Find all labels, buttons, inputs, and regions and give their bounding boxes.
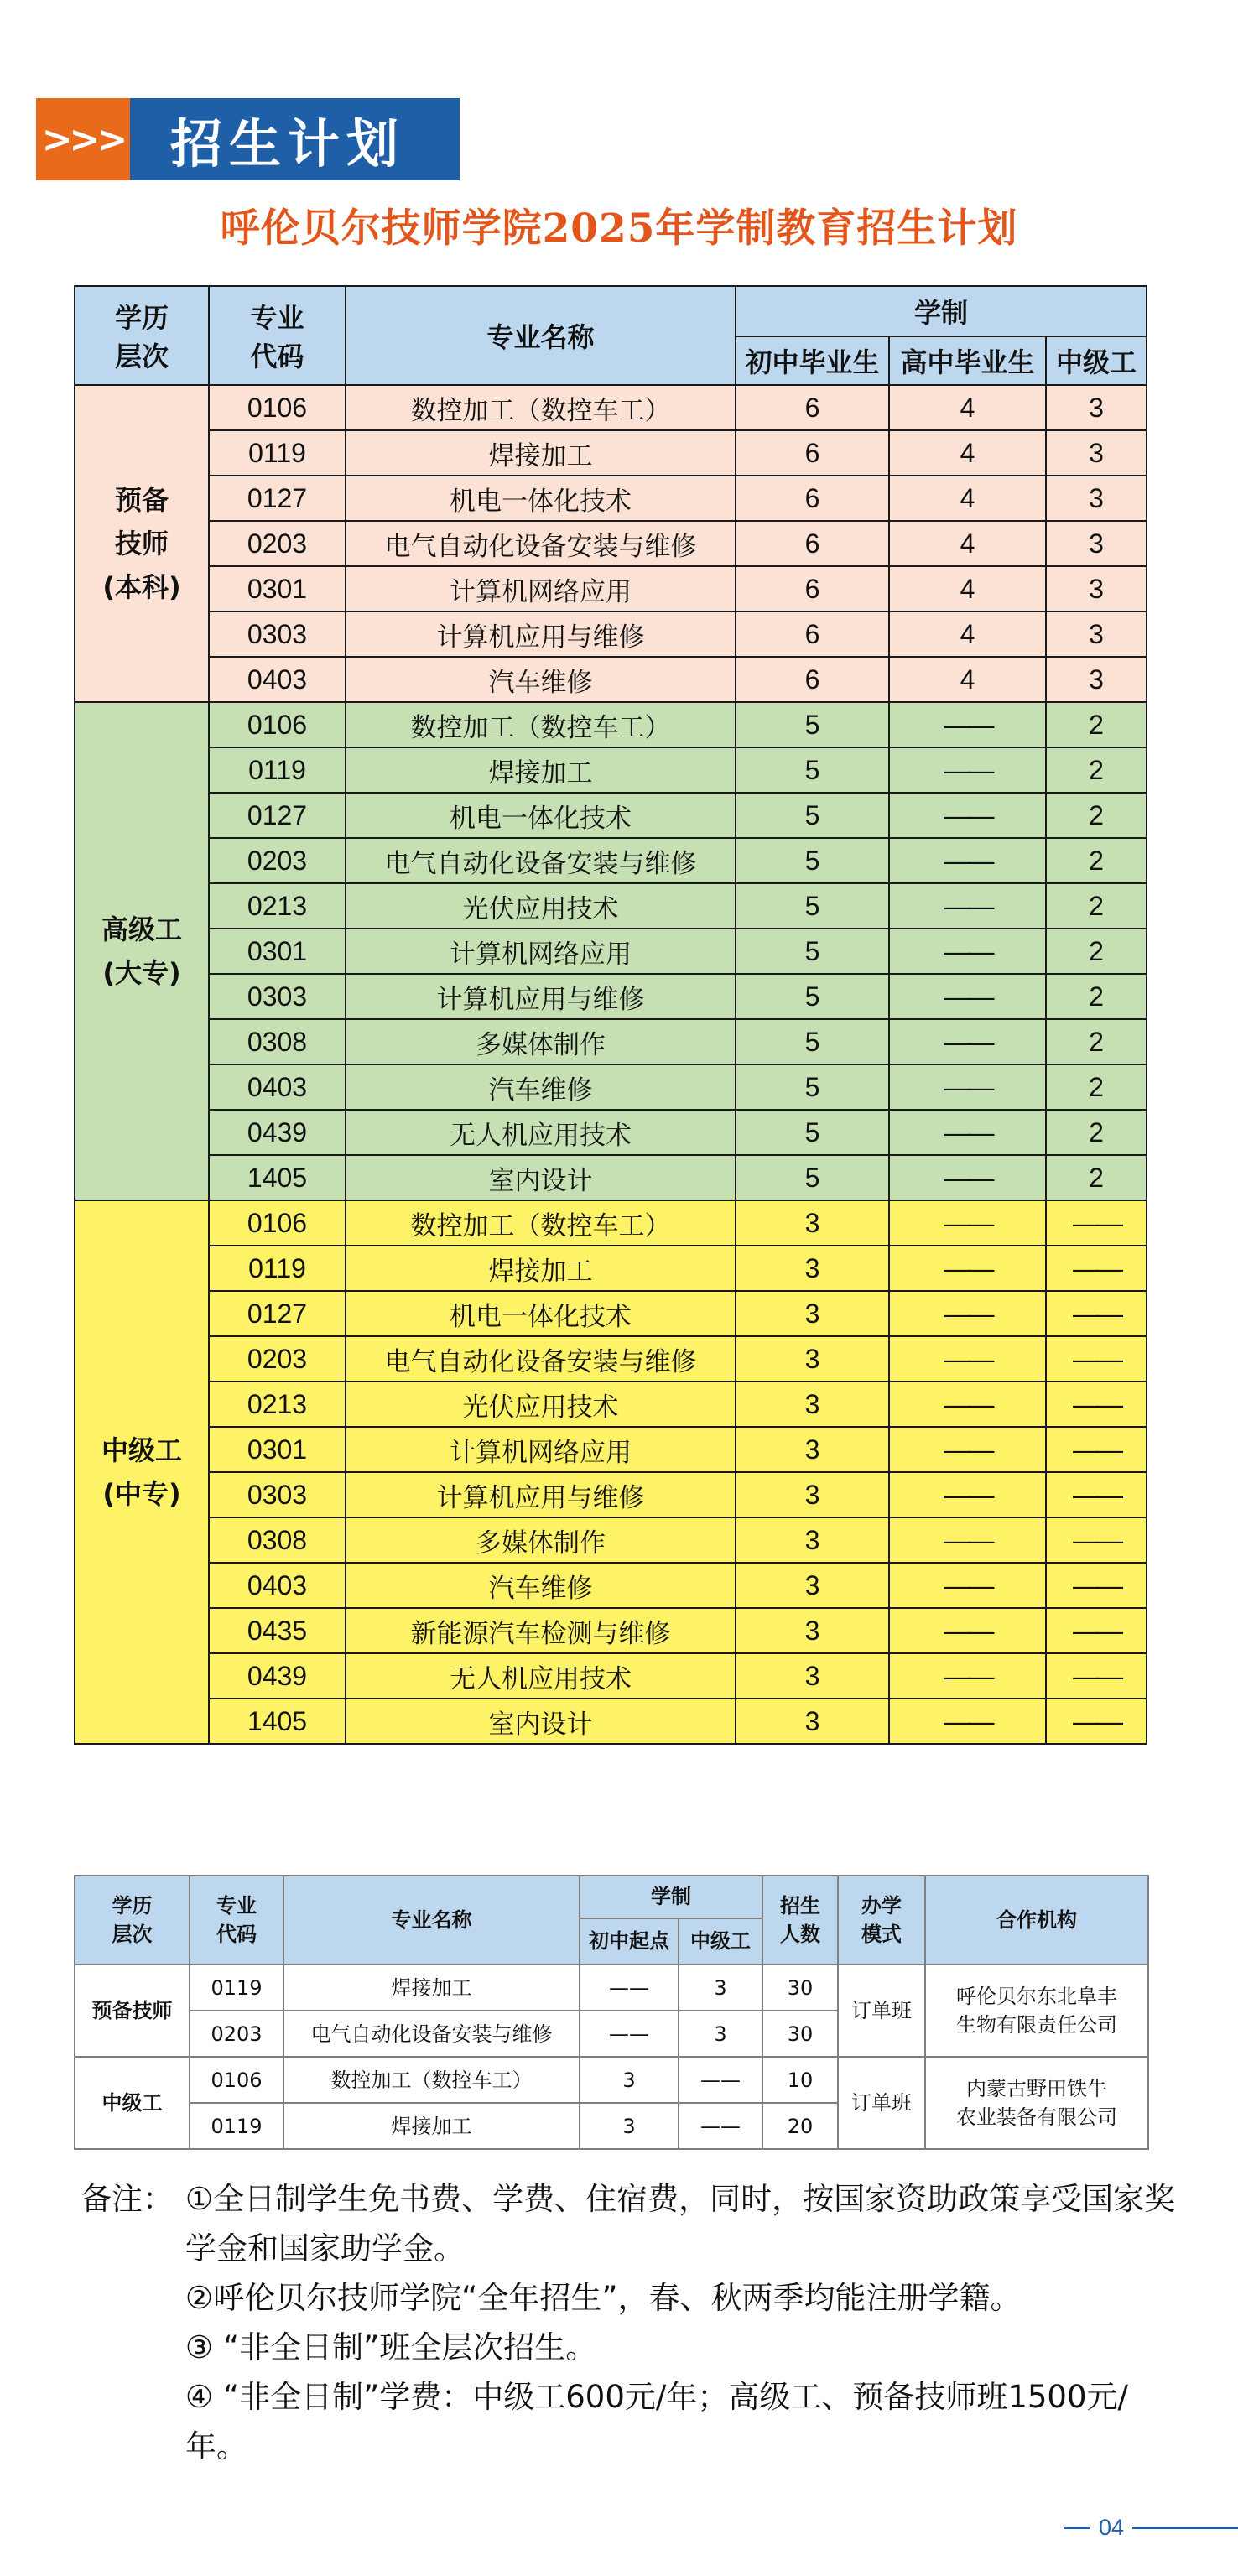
table-row	[75, 1110, 1147, 1155]
cell-name: 焊接加工	[283, 1965, 580, 2011]
table-row	[75, 1155, 1147, 1200]
cell-mid: 3	[1046, 430, 1147, 476]
t2-header-junior-start: 初中起点	[580, 1918, 679, 1965]
cell-code: 0213	[209, 1382, 346, 1427]
cell-senior: 4	[889, 566, 1046, 611]
cell-senior: 4	[889, 657, 1046, 702]
table-row	[75, 929, 1147, 974]
cell-code: 0403	[209, 1563, 346, 1608]
table-row	[75, 1246, 1147, 1291]
cell-count: 20	[762, 2103, 838, 2149]
chevrons-icon: >>>	[36, 98, 130, 180]
cell-mid: ——	[1046, 1699, 1147, 1744]
cell-code: 0213	[209, 883, 346, 929]
cell-senior: ——	[889, 1246, 1046, 1291]
table-row	[75, 430, 1147, 476]
page-title: 呼伦贝尔技师学院2025年学制教育招生计划	[220, 206, 1018, 252]
note-item: ④ “非全日制”学费：中级工600元/年；高级工、预备技师班1500元/年。	[185, 2379, 1128, 2464]
level-cell: 预备技师	[75, 1965, 190, 2057]
cell-mid: ——	[1046, 1653, 1147, 1699]
header-code: 专业 代码	[209, 286, 346, 385]
cell-code: 0308	[209, 1019, 346, 1064]
cell-mid: 2	[1046, 838, 1147, 883]
cell-name: 计算机网络应用	[346, 929, 736, 974]
cell-mid: 2	[1046, 974, 1147, 1019]
table-row	[75, 1200, 1147, 1246]
t2-header-code: 专业 代码	[190, 1876, 283, 1965]
level-cell: 高级工 (大专)	[75, 702, 209, 1200]
cell-name: 焊接加工	[346, 747, 736, 793]
cell-code: 0435	[209, 1608, 346, 1653]
cell-code: 0203	[190, 2011, 283, 2057]
cell-name: 计算机网络应用	[346, 1427, 736, 1472]
table-row	[75, 1517, 1147, 1563]
cell-junior: 3	[736, 1246, 889, 1291]
cell-junior: 6	[736, 657, 889, 702]
cell-mid: ——	[1046, 1200, 1147, 1246]
cell-junior: 6	[736, 566, 889, 611]
cell-junior: 5	[736, 974, 889, 1019]
cell-junior: 3	[736, 1517, 889, 1563]
cell-senior: ——	[889, 747, 1046, 793]
table-row	[75, 611, 1147, 657]
cell-senior: ——	[889, 1427, 1046, 1472]
cell-name: 数控加工（数控车工）	[346, 1200, 736, 1246]
cell-junior: 3	[736, 1653, 889, 1699]
cell-name: 计算机应用与维修	[346, 611, 736, 657]
mode-cell: 订单班	[838, 2057, 925, 2149]
cell-name: 机电一体化技术	[346, 476, 736, 521]
cell-senior: ——	[889, 1200, 1046, 1246]
cell-name: 光伏应用技术	[346, 883, 736, 929]
cell-senior: 4	[889, 430, 1046, 476]
cell-junior: 3	[736, 1291, 889, 1336]
cell-name: 机电一体化技术	[346, 793, 736, 838]
table-row	[75, 702, 1147, 747]
cell-junior: 3	[736, 1608, 889, 1653]
table-row	[75, 838, 1147, 883]
cell-code: 0127	[209, 1291, 346, 1336]
cell-name: 汽车维修	[346, 1064, 736, 1110]
cell-mid: 2	[1046, 1064, 1147, 1110]
cell-mid: 3	[679, 2011, 762, 2057]
notes-label: 备注：	[81, 2181, 174, 2217]
section-badge	[36, 98, 460, 180]
cell-code: 0119	[209, 430, 346, 476]
cell-senior: ——	[889, 1064, 1046, 1110]
t2-header-count: 招生 人数	[762, 1876, 838, 1965]
cell-senior: ——	[889, 1155, 1046, 1200]
cell-mid: 3	[679, 1965, 762, 2011]
cell-code: 0303	[209, 611, 346, 657]
cell-code: 0106	[209, 385, 346, 430]
divider	[1132, 2527, 1238, 2529]
cell-junior: 5	[736, 929, 889, 974]
cell-senior: ——	[889, 1563, 1046, 1608]
table-row	[75, 883, 1147, 929]
table-row	[75, 1563, 1147, 1608]
cell-code: 0403	[209, 657, 346, 702]
section-title: 招生计划	[130, 98, 460, 180]
t2-header-xuezhi: 学制	[580, 1876, 762, 1918]
t2-header-mid: 中级工	[679, 1918, 762, 1965]
cell-junior: 5	[736, 838, 889, 883]
cell-junior: 5	[736, 1019, 889, 1064]
cell-name: 焊接加工	[283, 2103, 580, 2149]
cell-senior: ——	[889, 1699, 1046, 1744]
cell-name: 无人机应用技术	[346, 1110, 736, 1155]
cell-mid: ——	[1046, 1382, 1147, 1427]
cell-junior: 3	[736, 1336, 889, 1382]
cell-senior: ——	[889, 838, 1046, 883]
cell-mid: ——	[1046, 1517, 1147, 1563]
cell-name: 焊接加工	[346, 430, 736, 476]
cell-junior: 3	[736, 1382, 889, 1427]
table-row	[75, 657, 1147, 702]
cell-name: 多媒体制作	[346, 1517, 736, 1563]
cell-senior: ——	[889, 702, 1046, 747]
t2-header-mode: 办学 模式	[838, 1876, 925, 1965]
cell-code: 0303	[209, 974, 346, 1019]
cell-junior-start: 3	[580, 2103, 679, 2149]
cell-mid: 2	[1046, 1155, 1147, 1200]
cell-name: 电气自动化设备安装与维修	[346, 1336, 736, 1382]
cell-junior: 6	[736, 430, 889, 476]
table-row	[75, 1427, 1147, 1472]
cell-code: 0439	[209, 1653, 346, 1699]
cell-junior: 6	[736, 611, 889, 657]
cell-code: 0308	[209, 1517, 346, 1563]
cell-mid: ——	[679, 2103, 762, 2149]
cell-code: 0127	[209, 476, 346, 521]
cell-mid: ——	[1046, 1563, 1147, 1608]
cell-junior: 3	[736, 1200, 889, 1246]
header-xuezhi: 学制	[736, 286, 1147, 336]
cell-senior: ——	[889, 883, 1046, 929]
cell-name: 新能源汽车检测与维修	[346, 1608, 736, 1653]
table-row	[75, 793, 1147, 838]
cell-mid: 3	[1046, 476, 1147, 521]
cell-senior: ——	[889, 1608, 1046, 1653]
cell-count: 30	[762, 2011, 838, 2057]
cell-code: 0439	[209, 1110, 346, 1155]
cell-junior: 3	[736, 1427, 889, 1472]
cell-mid: ——	[1046, 1336, 1147, 1382]
header-name: 专业名称	[346, 286, 736, 385]
cell-senior: ——	[889, 974, 1046, 1019]
order-class-table	[74, 1875, 1149, 2150]
t2-header-level: 学历 层次	[75, 1876, 190, 1965]
table-row	[75, 385, 1147, 430]
cell-name: 电气自动化设备安装与维修	[346, 838, 736, 883]
cell-mid: 3	[1046, 521, 1147, 566]
cell-senior: 4	[889, 476, 1046, 521]
cell-mid: 2	[1046, 793, 1147, 838]
notes	[81, 2174, 1188, 2471]
cell-senior: ——	[889, 1110, 1046, 1155]
cell-code: 0403	[209, 1064, 346, 1110]
cell-code: 1405	[209, 1699, 346, 1744]
table-row	[75, 1336, 1147, 1382]
cell-name: 焊接加工	[346, 1246, 736, 1291]
cell-code: 0203	[209, 521, 346, 566]
cell-code: 0301	[209, 566, 346, 611]
level-cell: 中级工 (中专)	[75, 1200, 209, 1744]
table-row	[75, 1699, 1147, 1744]
cell-junior: 6	[736, 476, 889, 521]
cell-name: 汽车维修	[346, 1563, 736, 1608]
cell-mid: 2	[1046, 1019, 1147, 1064]
cell-code: 0203	[209, 1336, 346, 1382]
cell-name: 光伏应用技术	[346, 1382, 736, 1427]
table-row	[75, 1472, 1147, 1517]
cell-mid: ——	[1046, 1246, 1147, 1291]
table-row	[75, 566, 1147, 611]
level-cell: 预备 技师 (本科)	[75, 385, 209, 702]
cell-junior-start: ——	[580, 1965, 679, 2011]
cell-senior: 4	[889, 611, 1046, 657]
cell-name: 计算机网络应用	[346, 566, 736, 611]
cell-name: 计算机应用与维修	[346, 1472, 736, 1517]
cell-code: 0106	[209, 1200, 346, 1246]
table-row	[75, 974, 1147, 1019]
cell-name: 数控加工（数控车工）	[346, 702, 736, 747]
table-row	[75, 1653, 1147, 1699]
cell-mid: ——	[1046, 1291, 1147, 1336]
cell-code: 0303	[209, 1472, 346, 1517]
cell-junior: 5	[736, 1155, 889, 1200]
cell-senior: ——	[889, 1382, 1046, 1427]
cell-senior: ——	[889, 1336, 1046, 1382]
cell-mid: 3	[1046, 657, 1147, 702]
partner-cell: 呼伦贝尔东北阜丰 生物有限责任公司	[925, 1965, 1148, 2057]
cell-mid: 2	[1046, 929, 1147, 974]
table-row	[75, 1064, 1147, 1110]
cell-senior: ——	[889, 1517, 1046, 1563]
cell-junior: 6	[736, 385, 889, 430]
header-senior: 高中毕业生	[889, 336, 1046, 385]
cell-mid: 2	[1046, 883, 1147, 929]
level-cell: 中级工	[75, 2057, 190, 2149]
cell-code: 0301	[209, 1427, 346, 1472]
cell-junior: 5	[736, 702, 889, 747]
cell-code: 0119	[209, 747, 346, 793]
cell-mid: ——	[679, 2057, 762, 2103]
note-item: ③ “非全日制”班全层次招生。	[185, 2329, 597, 2365]
cell-junior: 5	[736, 793, 889, 838]
table-row	[75, 521, 1147, 566]
partner-cell: 内蒙古野田铁牛 农业装备有限公司	[925, 2057, 1148, 2149]
note-item: ①全日制学生免书费、学费、住宿费，同时，按国家资助政策享受国家奖学金和国家助学金。	[185, 2181, 1176, 2266]
cell-junior: 5	[736, 747, 889, 793]
cell-senior: ——	[889, 1653, 1046, 1699]
cell-code: 1405	[209, 1155, 346, 1200]
cell-mid: 2	[1046, 1110, 1147, 1155]
cell-junior-start: 3	[580, 2057, 679, 2103]
table-row	[75, 476, 1147, 521]
cell-code: 0106	[190, 2057, 283, 2103]
cell-name: 机电一体化技术	[346, 1291, 736, 1336]
cell-senior: ——	[889, 1019, 1046, 1064]
header-level: 学历 层次	[75, 286, 209, 385]
cell-mid: ——	[1046, 1472, 1147, 1517]
enrollment-plan-table	[74, 285, 1147, 1745]
header-junior: 初中毕业生	[736, 336, 889, 385]
cell-junior-start: ——	[580, 2011, 679, 2057]
cell-mid: 2	[1046, 702, 1147, 747]
cell-senior: ——	[889, 929, 1046, 974]
cell-name: 电气自动化设备安装与维修	[346, 521, 736, 566]
page-number: 04	[1064, 2515, 1238, 2541]
cell-count: 30	[762, 1965, 838, 2011]
table-row	[75, 2057, 1148, 2103]
cell-junior: 6	[736, 521, 889, 566]
cell-mid: 2	[1046, 747, 1147, 793]
cell-mid: 3	[1046, 385, 1147, 430]
cell-name: 室内设计	[346, 1699, 736, 1744]
table-row	[75, 1382, 1147, 1427]
divider	[1064, 2527, 1090, 2529]
cell-name: 无人机应用技术	[346, 1653, 736, 1699]
cell-code: 0119	[190, 1965, 283, 2011]
table-row	[75, 747, 1147, 793]
cell-code: 0301	[209, 929, 346, 974]
cell-senior: ——	[889, 793, 1046, 838]
t2-header-name: 专业名称	[283, 1876, 580, 1965]
cell-name: 电气自动化设备安装与维修	[283, 2011, 580, 2057]
cell-name: 汽车维修	[346, 657, 736, 702]
cell-code: 0106	[209, 702, 346, 747]
cell-name: 多媒体制作	[346, 1019, 736, 1064]
cell-count: 10	[762, 2057, 838, 2103]
cell-mid: 3	[1046, 566, 1147, 611]
cell-mid: ——	[1046, 1427, 1147, 1472]
cell-junior: 5	[736, 1110, 889, 1155]
mode-cell: 订单班	[838, 1965, 925, 2057]
cell-junior: 5	[736, 883, 889, 929]
cell-mid: ——	[1046, 1608, 1147, 1653]
note-item: ②呼伦贝尔技师学院“全年招生”，春、秋两季均能注册学籍。	[185, 2280, 1022, 2316]
cell-senior: 4	[889, 385, 1046, 430]
cell-code: 0119	[190, 2103, 283, 2149]
header-mid: 中级工	[1046, 336, 1147, 385]
cell-junior: 3	[736, 1472, 889, 1517]
table-row	[75, 1965, 1148, 2011]
cell-junior: 3	[736, 1699, 889, 1744]
table-row	[75, 1608, 1147, 1653]
cell-senior: ——	[889, 1291, 1046, 1336]
cell-junior: 3	[736, 1563, 889, 1608]
cell-name: 数控加工（数控车工）	[346, 385, 736, 430]
cell-name: 数控加工（数控车工）	[283, 2057, 580, 2103]
cell-mid: 3	[1046, 611, 1147, 657]
table-row	[75, 1019, 1147, 1064]
cell-senior: ——	[889, 1472, 1046, 1517]
cell-code: 0119	[209, 1246, 346, 1291]
t2-header-partner: 合作机构	[925, 1876, 1148, 1965]
cell-code: 0203	[209, 838, 346, 883]
table-row	[75, 1291, 1147, 1336]
cell-name: 计算机应用与维修	[346, 974, 736, 1019]
cell-name: 室内设计	[346, 1155, 736, 1200]
cell-code: 0127	[209, 793, 346, 838]
cell-senior: 4	[889, 521, 1046, 566]
cell-junior: 5	[736, 1064, 889, 1110]
